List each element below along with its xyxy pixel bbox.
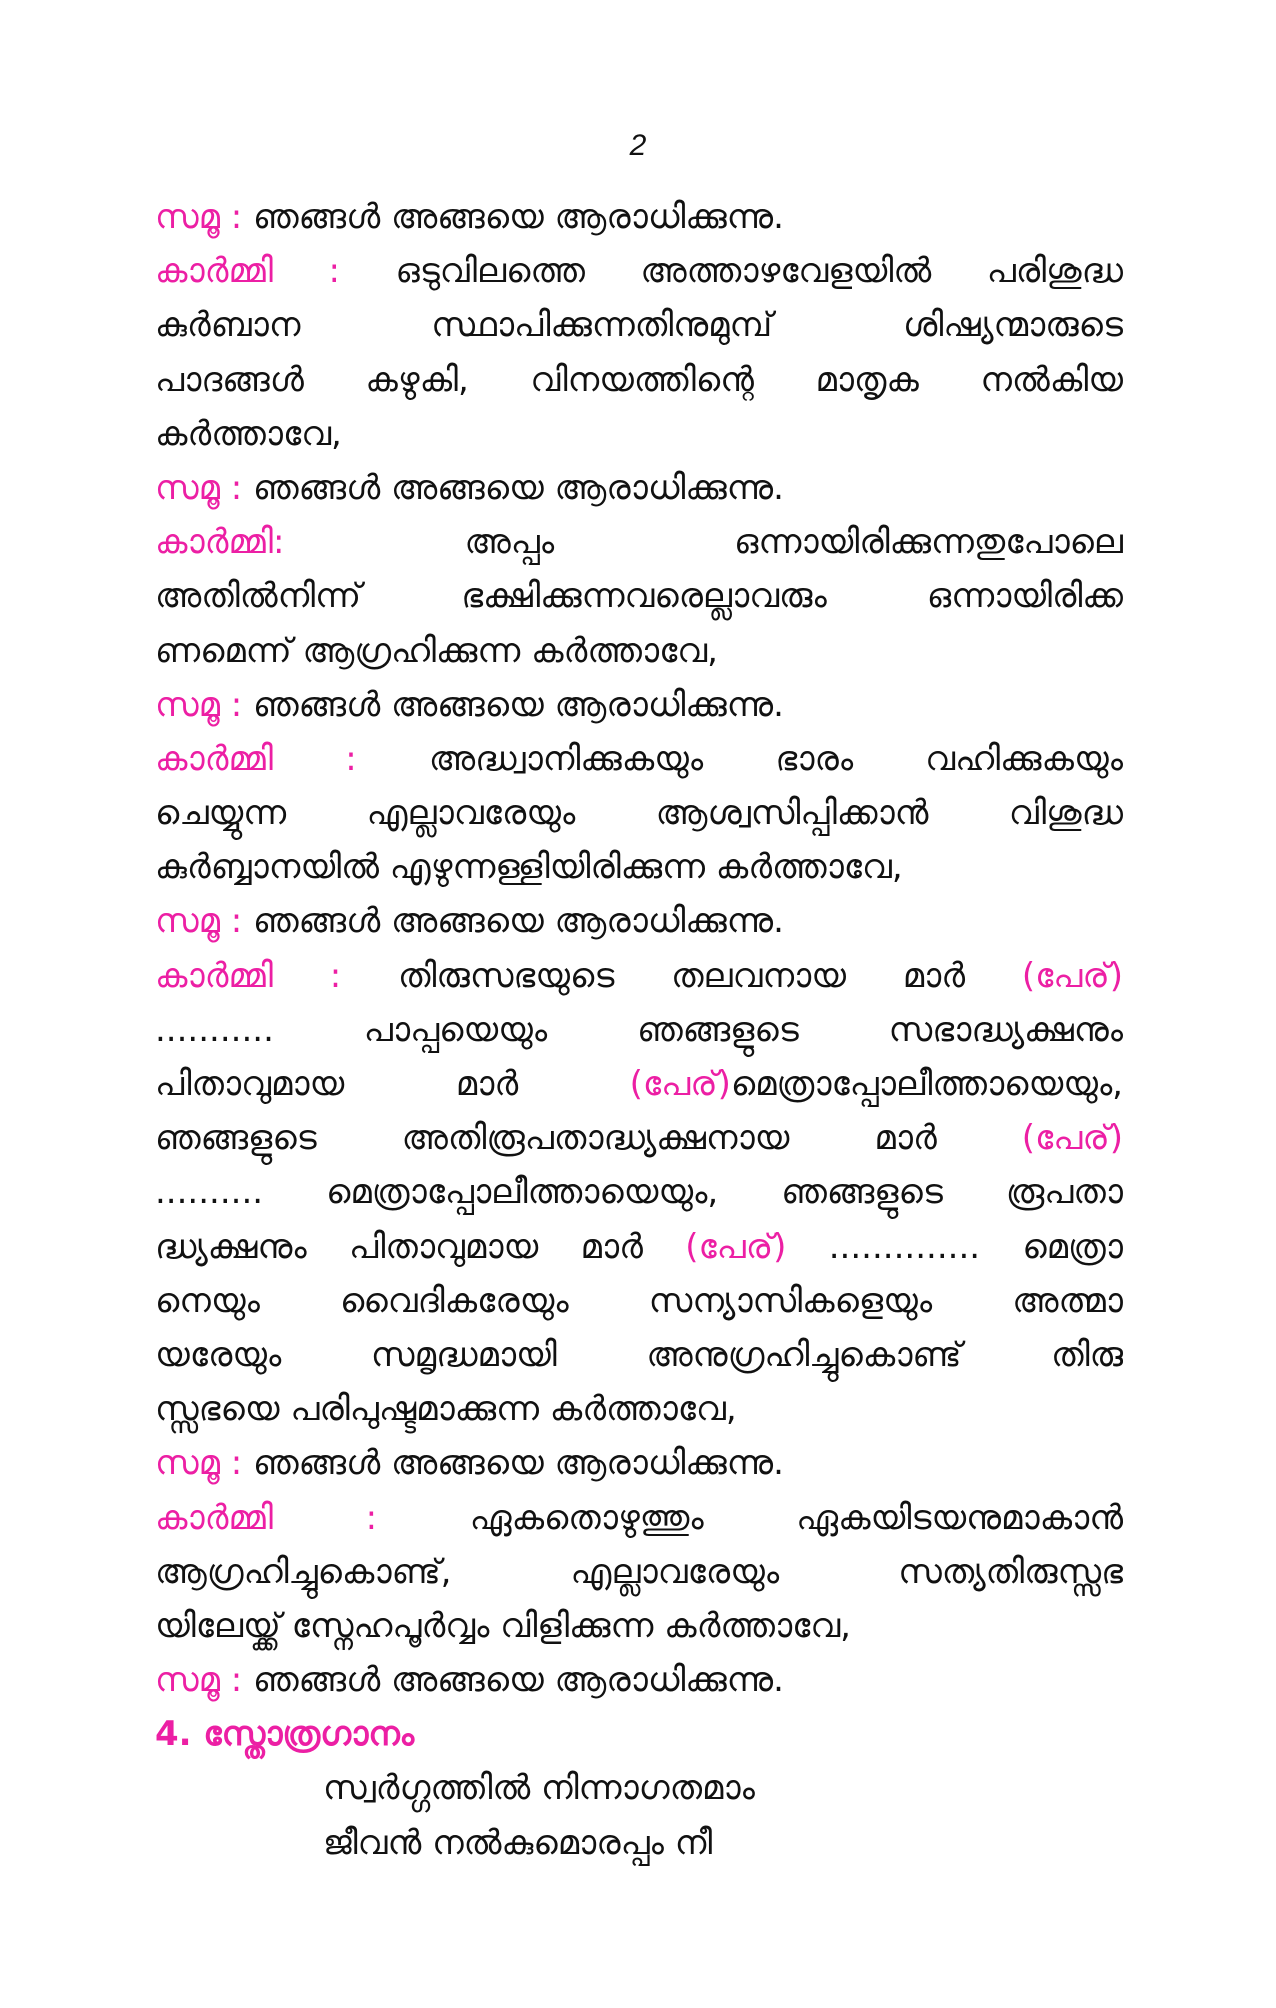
- speaker-label-people: സമൂ: [155, 684, 220, 725]
- name-placeholder: (പേര്): [1021, 1118, 1123, 1159]
- response-line: [155, 461, 1123, 515]
- section-heading: 4. സ്തോത്രഗാനം: [155, 1714, 415, 1755]
- response-text: ഞങ്ങൾ അങ്ങയെ ആരാധിക്കുന്നു.: [253, 901, 784, 942]
- text-line: കുർബാന സ്ഥാപിക്കുന്നതിനുമുമ്പ് ശിഷ്യന്മാരുടെ: [155, 305, 1123, 346]
- response-line: [155, 1653, 1123, 1707]
- response-text: ഞങ്ങൾ അങ്ങയെ ആരാധിക്കുന്നു.: [253, 197, 784, 237]
- text-segment: മെത്രാപ്പോലീത്തായെയും,: [730, 1064, 1123, 1104]
- response-text: ഞങ്ങൾ അങ്ങയെ ആരാധിക്കുന്നു.: [253, 1443, 784, 1484]
- text-line: പാദങ്ങൾ കഴുകി, വിനയത്തിന്റെ മാതൃക നൽകിയ: [155, 359, 1123, 400]
- text-line: [155, 1057, 1123, 1111]
- speaker-label-people: സമൂ: [155, 467, 220, 508]
- text-line: അതിൽനിന്ന് ഭക്ഷിക്കുന്നവരെല്ലാവരും ഒന്നായിരിക്ക: [155, 576, 1123, 617]
- hymn-line: സ്വർഗ്ഗത്തിൽ നിന്നാഗതമാം: [323, 1768, 755, 1809]
- text-segment: ദ്ധ്യക്ഷനും പിതാവുമായ മാർ: [155, 1226, 643, 1267]
- colon-separator: :: [272, 522, 465, 563]
- colon-separator: :: [219, 1660, 254, 1701]
- priest-line: [155, 244, 1123, 298]
- colon-separator: :: [272, 738, 429, 779]
- text-line: [155, 1111, 1123, 1165]
- colon-separator: :: [219, 901, 254, 942]
- speaker-label-people: സമൂ: [155, 197, 220, 237]
- text-line: നെയും വൈദികരേയും സന്യാസികളെയും അത്മാ: [155, 1280, 1123, 1321]
- text-line: കുർബ്ബാനയിൽ എഴുന്നള്ളിയിരിക്കുന്ന കർത്താവേ,: [155, 847, 903, 888]
- text-line: സ്സഭയെ പരിപുഷ്ടമാക്കുന്ന കർത്താവേ,: [155, 1389, 737, 1430]
- speaker-label-priest: കാർമ്മി: [155, 738, 273, 779]
- priest-text: അപ്പം ഒന്നായിരിക്കുന്നതുപോലെ: [464, 522, 1123, 563]
- response-text: ഞങ്ങൾ അങ്ങയെ ആരാധിക്കുന്നു.: [253, 1660, 784, 1701]
- text-line: ആഗ്രഹിച്ചുകൊണ്ട്, എല്ലാവരേയും സത്യതിരുസ്സഭ: [155, 1551, 1123, 1592]
- response-line: [155, 894, 1123, 948]
- colon-separator: :: [219, 467, 254, 508]
- colon-separator: :: [272, 251, 396, 292]
- text-segment: പിതാവുമായ മാർ: [155, 1064, 519, 1104]
- name-placeholder: (പേര്): [685, 1226, 787, 1267]
- response-text: ഞങ്ങൾ അങ്ങയെ ആരാധിക്കുന്നു.: [253, 684, 784, 725]
- text-line: .......... മെത്രാപ്പോലീത്തായെയും, ഞങ്ങളുടെ രൂപതാ: [155, 1172, 1123, 1213]
- text-line: ........... പാപ്പയെയും ഞങ്ങളുടെ സഭാദ്ധ്യക്ഷനും: [155, 1009, 1123, 1050]
- page-number: 2: [629, 129, 647, 162]
- speaker-label-priest: കാർമ്മി: [155, 955, 273, 996]
- response-line: [155, 678, 1123, 732]
- response-line: [155, 1436, 1123, 1490]
- priest-text: അദ്ധ്വാനിക്കുകയും ഭാരം വഹിക്കുകയും: [428, 738, 1123, 779]
- colon-separator: :: [219, 197, 254, 237]
- speaker-label-priest: കാർമ്മി: [155, 522, 273, 563]
- speaker-label-people: സമൂ: [155, 1443, 220, 1484]
- liturgy-text: [155, 190, 1123, 1870]
- text-line: യിലേയ്ക്ക് സ്നേഹപൂർവ്വം വിളിക്കുന്ന കർത്താവേ,: [155, 1605, 851, 1646]
- colon-separator: :: [272, 1497, 470, 1538]
- response-text: ഞങ്ങൾ അങ്ങയെ ആരാധിക്കുന്നു.: [253, 467, 784, 508]
- speaker-label-priest: കാർമ്മി: [155, 251, 273, 292]
- text-line: ചെയ്യുന്ന എല്ലാവരേയും ആശ്വസിപ്പിക്കാൻ വിശുദ്ധ: [155, 793, 1123, 834]
- speaker-label-people: സമൂ: [155, 901, 220, 942]
- text-line: [155, 1220, 1123, 1274]
- text-segment: ഞങ്ങളുടെ അതിരൂപതാദ്ധ്യക്ഷനായ മാർ: [155, 1118, 937, 1159]
- colon-separator: :: [219, 684, 254, 725]
- priest-line: [155, 949, 1123, 1003]
- hymn-line: ജീവൻ നൽകുമൊരപ്പം നീ: [323, 1822, 713, 1863]
- name-placeholder: (പേര്): [1021, 955, 1123, 996]
- name-placeholder: (പേര്): [629, 1064, 731, 1104]
- text-line: കർത്താവേ,: [155, 413, 342, 454]
- priest-line: [155, 515, 1123, 569]
- speaker-label-people: സമൂ: [155, 1660, 220, 1701]
- colon-separator: :: [272, 955, 398, 996]
- priest-line: [155, 732, 1123, 786]
- colon-separator: :: [219, 1443, 254, 1484]
- text-line: യരേയും സമൃദ്ധമായി അനുഗ്രഹിച്ചുകൊണ്ട് തിരു: [155, 1334, 1123, 1375]
- text-line: ണമെന്ന് ആഗ്രഹിക്കുന്ന കർത്താവേ,: [155, 630, 718, 671]
- response-line: [155, 190, 1123, 244]
- priest-text: തിരുസഭയുടെ തലവനായ മാർ: [397, 955, 966, 996]
- priest-line: [155, 1491, 1123, 1545]
- priest-text: ഏകതൊഴുത്തും ഏകയിടയനുമാകാൻ: [469, 1497, 1123, 1538]
- priest-text: ഒടുവിലത്തെ അത്താഴവേളയിൽ പരിശുദ്ധ: [395, 251, 1123, 292]
- text-segment: .............. മെത്രാ: [828, 1226, 1123, 1267]
- speaker-label-priest: കാർമ്മി: [155, 1497, 273, 1538]
